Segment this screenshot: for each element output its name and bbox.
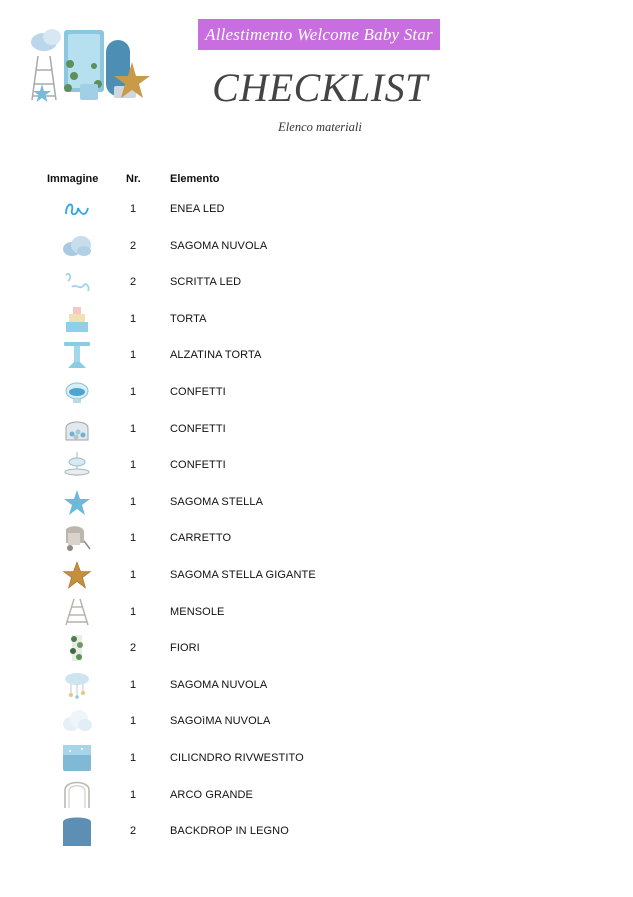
table-row [0, 594, 633, 630]
candy-stand-icon [60, 450, 94, 480]
item-name: SCRITTA LED [170, 276, 242, 289]
item-name: CONFETTI [170, 422, 226, 435]
table-row [0, 520, 633, 556]
table-row [0, 374, 633, 410]
page-title: CHECKLIST [212, 65, 428, 110]
item-name: ALZATINA TORTA [170, 349, 262, 362]
item-name: TORTA [170, 312, 207, 325]
table-row [0, 447, 633, 483]
table-row [0, 337, 633, 373]
cart-icon [60, 523, 94, 553]
table-row [0, 740, 633, 776]
item-quantity: 1 [129, 678, 137, 691]
table-row [0, 484, 633, 520]
item-name: CARRETTO [170, 532, 232, 545]
item-quantity: 1 [129, 752, 137, 764]
item-name: MENSOLE [170, 605, 225, 618]
flowers-icon [60, 633, 94, 663]
table-row [0, 411, 633, 447]
page-subtitle: Elenco materiali [278, 120, 362, 134]
cylinder-icon [80, 84, 98, 100]
item-name: CILICNDRO RIVWESTITO [170, 752, 304, 764]
item-quantity: 2 [129, 825, 137, 838]
neon-script-icon [60, 194, 94, 224]
arch-icon [60, 780, 94, 810]
cylinder-icon [60, 743, 94, 773]
blue-star-icon [60, 487, 94, 517]
table-row [0, 813, 633, 849]
candy-jar-icon [60, 414, 94, 444]
column-header-image: Immagine [47, 173, 99, 185]
table-row [0, 703, 633, 739]
table-row [0, 630, 633, 666]
item-quantity: 2 [129, 276, 137, 289]
item-quantity: 1 [129, 532, 137, 545]
neon-script-icon [60, 267, 94, 297]
item-quantity: 1 [129, 422, 137, 435]
white-cloud-icon [60, 706, 94, 736]
item-quantity: 1 [129, 495, 137, 508]
item-quantity: 1 [129, 203, 137, 215]
candy-bowl-icon [60, 377, 94, 407]
item-name: CONFETTI [170, 386, 226, 398]
table-row [0, 667, 633, 703]
item-quantity: 1 [129, 459, 137, 472]
table-row [0, 777, 633, 813]
cloud-mobile-icon [60, 670, 94, 700]
item-name: FIORI [170, 642, 200, 655]
item-name: SAGOìMA NUVOLA [170, 715, 271, 728]
hero-illustration [28, 26, 154, 108]
item-name: SAGOMA NUVOLA [170, 239, 268, 252]
item-name: ENEA LED [170, 203, 225, 215]
item-name: CONFETTI [170, 459, 226, 472]
backdrop-icon [60, 816, 94, 846]
item-quantity: 1 [129, 349, 137, 362]
item-name: SAGOMA STELLA [170, 495, 264, 508]
item-quantity: 1 [129, 386, 137, 398]
cloud-icon [31, 29, 61, 51]
item-name: SAGOMA STELLA GIGANTE [170, 569, 316, 581]
table-row [0, 191, 633, 227]
item-quantity: 2 [129, 642, 137, 655]
column-header-element: Elemento [170, 173, 220, 185]
table-row [0, 228, 633, 264]
cloud-icon [60, 231, 94, 261]
item-quantity: 2 [129, 239, 137, 252]
blue-star-icon [33, 84, 51, 102]
item-name: ARCO GRANDE [170, 788, 253, 801]
ladder-shelf-icon [60, 597, 94, 627]
item-quantity: 1 [129, 312, 137, 325]
cake-icon [60, 304, 94, 334]
table-row [0, 301, 633, 337]
banner-title: Allestimento Welcome Baby Star [198, 19, 440, 50]
item-quantity: 1 [129, 715, 137, 728]
table-row [0, 557, 633, 593]
item-quantity: 1 [129, 605, 137, 618]
item-name: BACKDROP IN LEGNO [170, 825, 289, 838]
item-quantity: 1 [129, 569, 137, 581]
cake-stand-icon [60, 340, 94, 370]
gold-star-icon [60, 560, 94, 590]
table-row [0, 264, 633, 300]
item-name: SAGOMA NUVOLA [170, 678, 268, 691]
item-quantity: 1 [129, 788, 137, 801]
column-header-number: Nr. [126, 173, 141, 185]
